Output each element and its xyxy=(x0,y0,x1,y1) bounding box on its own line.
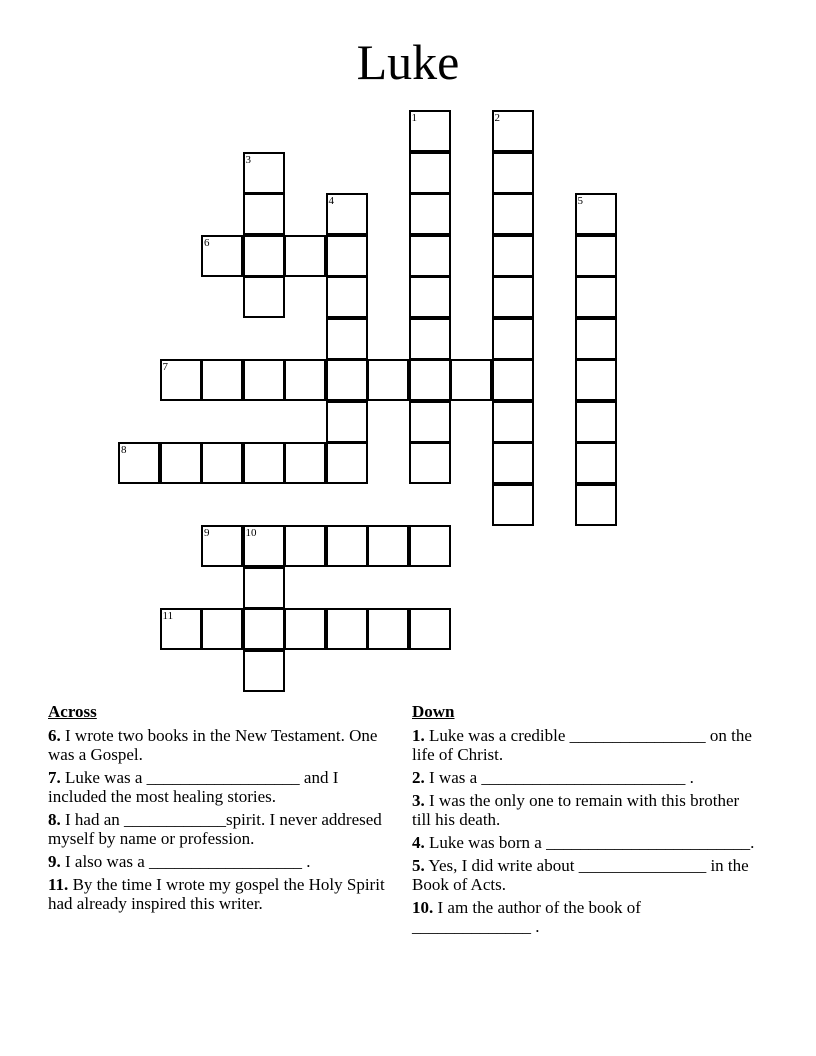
grid-cell[interactable] xyxy=(284,608,326,650)
grid-cell[interactable] xyxy=(409,318,451,360)
grid-cell[interactable] xyxy=(201,359,243,401)
clue-number: 8. xyxy=(48,810,61,829)
grid-cell[interactable] xyxy=(492,318,534,360)
clue-number: 2. xyxy=(412,768,425,787)
puzzle-title: Luke xyxy=(356,34,460,90)
down-heading: Down xyxy=(412,702,455,721)
cell-number: 11 xyxy=(162,610,174,622)
cell-number: 7 xyxy=(162,361,168,373)
grid-cell[interactable] xyxy=(575,193,617,235)
grid-cell[interactable] xyxy=(243,152,285,194)
clue-text: Yes, I did write about _______________ in the Book of Acts. xyxy=(412,856,749,894)
grid-cell[interactable] xyxy=(492,401,534,443)
grid-cell[interactable] xyxy=(326,235,368,277)
grid-cell[interactable] xyxy=(492,152,534,194)
clue-text: Luke was a credible ________________ on the life of Christ. xyxy=(412,726,752,764)
grid-cell[interactable] xyxy=(243,442,285,484)
clue-down-10 xyxy=(412,898,757,936)
grid-cell[interactable] xyxy=(326,608,368,650)
grid-cell[interactable] xyxy=(243,359,285,401)
clue-across-8 xyxy=(48,810,393,848)
grid-cell[interactable] xyxy=(326,401,368,443)
grid-cell[interactable] xyxy=(409,608,451,650)
grid-cell[interactable] xyxy=(201,608,243,650)
clue-number: 7. xyxy=(48,768,61,787)
grid-cell[interactable] xyxy=(243,235,285,277)
grid-cell[interactable] xyxy=(575,318,617,360)
grid-cell[interactable] xyxy=(575,359,617,401)
clue-number: 6. xyxy=(48,726,61,745)
cell-number: 8 xyxy=(121,444,127,456)
clue-across-6 xyxy=(48,726,393,764)
grid-cell[interactable] xyxy=(367,608,409,650)
clue-number: 4. xyxy=(412,833,425,852)
cell-number: 6 xyxy=(204,236,210,249)
grid-cell[interactable] xyxy=(160,608,202,650)
cell-number: 1 xyxy=(411,112,417,124)
grid-cell[interactable] xyxy=(492,442,534,484)
clue-number: 3. xyxy=(412,791,425,810)
grid-cell[interactable] xyxy=(118,442,160,484)
clue-number: 1. xyxy=(412,726,425,745)
grid-cell[interactable] xyxy=(367,525,409,567)
clue-down-3 xyxy=(412,791,757,829)
grid-cell[interactable] xyxy=(326,442,368,484)
across-clues xyxy=(48,702,393,917)
clue-text: Luke was a __________________ and I included the most healing stories. xyxy=(48,768,339,806)
clue-text: I also was a __________________ . xyxy=(60,852,311,871)
grid-cell[interactable] xyxy=(201,442,243,484)
clue-across-9 xyxy=(48,852,393,871)
across-heading: Across xyxy=(48,702,97,721)
grid-cell[interactable] xyxy=(409,110,451,152)
down-clues xyxy=(412,702,757,940)
clue-text: I wrote two books in the New Testament. One was a Gospel. xyxy=(48,726,378,764)
clue-number: 9. xyxy=(48,852,61,871)
clue-down-2 xyxy=(412,768,757,787)
grid-cell[interactable] xyxy=(409,276,451,318)
grid-cell[interactable] xyxy=(575,276,617,318)
grid-cell[interactable] xyxy=(326,359,368,401)
clue-number: 5. xyxy=(412,856,425,875)
grid-cell[interactable] xyxy=(284,235,326,277)
grid-cell[interactable] xyxy=(367,359,409,401)
grid-cell[interactable] xyxy=(243,525,285,567)
cell-number: 5 xyxy=(577,195,583,207)
clue-text: I was the only one to remain with this brother till his death. xyxy=(412,791,740,829)
grid-cell[interactable] xyxy=(243,567,285,609)
clue-across-11 xyxy=(48,875,393,913)
grid-cell[interactable] xyxy=(160,442,202,484)
clue-down-1 xyxy=(412,726,757,764)
cell-number: 3 xyxy=(245,153,251,166)
grid-cell[interactable] xyxy=(492,110,534,152)
grid-cell[interactable] xyxy=(575,401,617,443)
grid-cell[interactable] xyxy=(492,193,534,235)
grid-cell[interactable] xyxy=(284,442,326,484)
grid-cell[interactable] xyxy=(160,359,202,401)
grid-cell[interactable] xyxy=(575,235,617,277)
grid-cell[interactable] xyxy=(326,276,368,318)
grid-cell[interactable] xyxy=(284,359,326,401)
grid-cell[interactable] xyxy=(450,359,492,401)
grid-cell[interactable] xyxy=(326,318,368,360)
grid-cell[interactable] xyxy=(201,235,243,277)
grid-cell[interactable] xyxy=(326,525,368,567)
clue-text: Luke was born a ________________________. xyxy=(424,833,755,852)
grid-cell[interactable] xyxy=(492,484,534,526)
grid-cell[interactable] xyxy=(409,359,451,401)
grid-cell[interactable] xyxy=(326,193,368,235)
grid-cell[interactable] xyxy=(243,276,285,318)
clue-number: 10. xyxy=(412,898,434,917)
grid-cell[interactable] xyxy=(409,193,451,235)
clue-text: I was a ________________________ . xyxy=(424,768,694,787)
grid-cell[interactable] xyxy=(409,525,451,567)
grid-cell[interactable] xyxy=(284,525,326,567)
grid-cell[interactable] xyxy=(409,401,451,443)
grid-cell[interactable] xyxy=(409,235,451,277)
grid-cell[interactable] xyxy=(492,276,534,318)
grid-cell[interactable] xyxy=(409,442,451,484)
grid-cell[interactable] xyxy=(575,442,617,484)
grid-cell[interactable] xyxy=(243,193,285,235)
clue-down-5 xyxy=(412,856,757,894)
grid-cell[interactable] xyxy=(492,235,534,277)
cell-number: 10 xyxy=(245,527,257,539)
grid-cell[interactable] xyxy=(201,525,243,567)
clue-text: By the time I wrote my gospel the Holy Spirit had already inspired this writer. xyxy=(48,875,385,913)
cell-number: 4 xyxy=(328,195,334,207)
clue-across-7 xyxy=(48,768,393,806)
grid-cell[interactable] xyxy=(492,359,534,401)
grid-cell[interactable] xyxy=(409,152,451,194)
clue-down-4 xyxy=(412,833,757,852)
cell-number: 9 xyxy=(204,527,210,539)
grid-cell[interactable] xyxy=(243,650,285,692)
clue-text: I am the author of the book of ______________ . xyxy=(412,898,641,936)
clue-number: 11. xyxy=(48,875,69,894)
clue-text: I had an ____________spirit. I never addresed myself by name or profession. xyxy=(48,810,382,848)
grid-cell[interactable] xyxy=(575,484,617,526)
grid-cell[interactable] xyxy=(243,608,285,650)
cell-number: 2 xyxy=(494,112,500,124)
